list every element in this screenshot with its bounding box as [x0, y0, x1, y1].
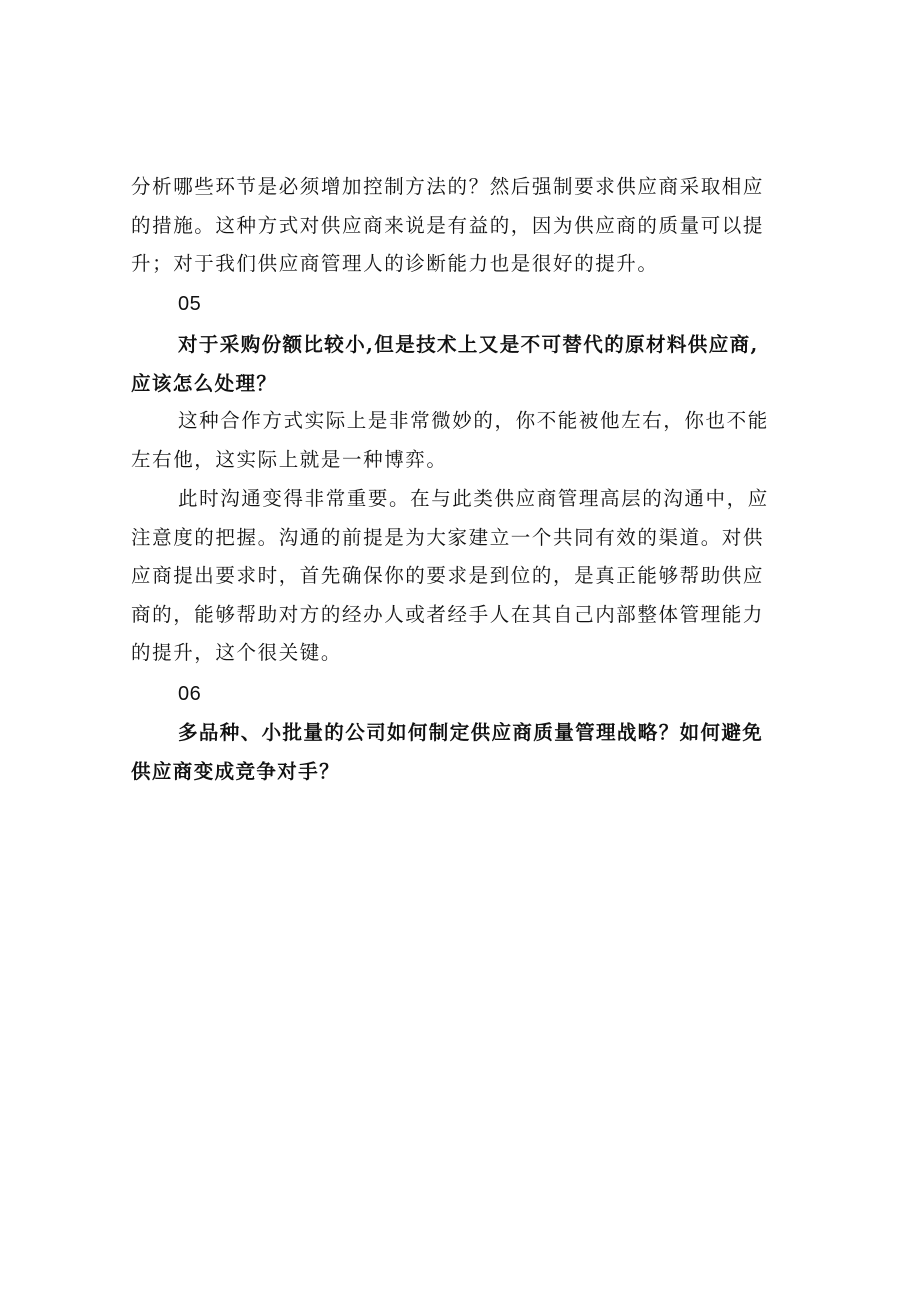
paragraph-line: 左右他，这实际上就是一种博弈。 [131, 447, 448, 471]
paragraph-line: 注意度的把握。沟通的前提是为大家建立一个共同有效的渠道。对供 [131, 525, 765, 549]
question-line: 供应商变成竞争对手？ [131, 759, 341, 783]
answer-05-paragraph-1 [131, 402, 791, 479]
paragraph-line: 分析哪些环节是必须增加控制方法的？然后强制要求供应商采取相应 [131, 175, 765, 198]
answer-05-paragraph-2 [131, 480, 791, 673]
question-06 [131, 714, 791, 791]
paragraph-line: 应商提出要求时，首先确保你的要求是到位的，是真正能够帮助供应 [131, 564, 765, 587]
question-line: 多品种、小批量的公司如何制定供应商质量管理战略？如何避免 [178, 721, 764, 744]
paragraph-line: 的措施。这种方式对供应商来说是有益的，因为供应商的质量可以提 [131, 213, 765, 237]
question-line: 应该怎么处理？ [131, 371, 278, 395]
question-line: 对于采购份额比较小,但是技术上又是不可替代的原材料供应商, [178, 333, 759, 356]
section-number-06: 06 [178, 683, 202, 705]
paragraph-continuation [131, 168, 791, 284]
section-number-05: 05 [178, 293, 202, 315]
paragraph-line: 的提升，这个很关键。 [131, 641, 343, 664]
question-05 [131, 326, 791, 403]
paragraph-line: 升；对于我们供应商管理人的诊断能力也是很好的提升。 [131, 252, 659, 275]
paragraph-line: 此时沟通变得非常重要。在与此类供应商管理高层的沟通中，应 [178, 487, 769, 510]
paragraph-line: 这种合作方式实际上是非常微妙的，你不能被他左右，你也不能 [178, 409, 769, 432]
paragraph-line: 商的，能够帮助对方的经办人或者经手人在其自己内部整体管理能力 [131, 602, 765, 626]
